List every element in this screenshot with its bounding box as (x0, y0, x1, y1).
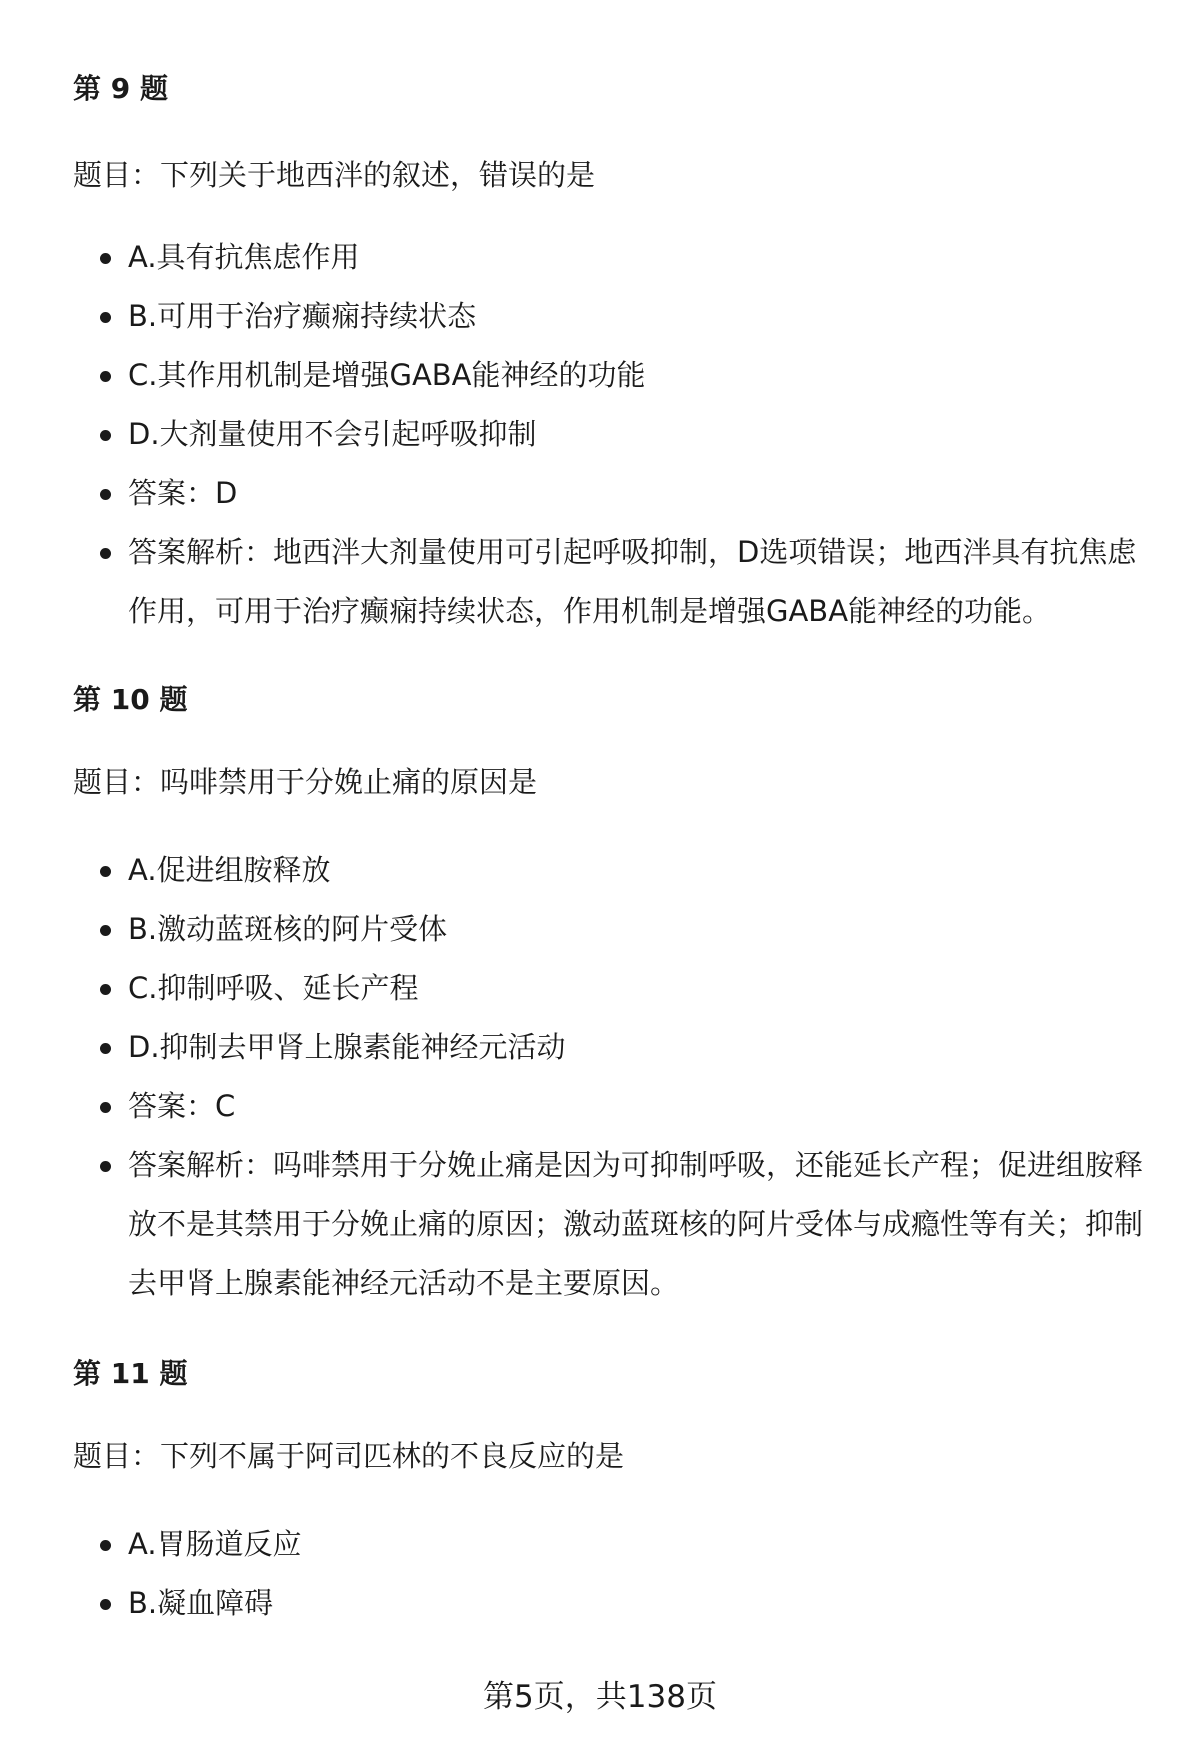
bullet-icon (100, 1043, 111, 1054)
bullet-icon (100, 1161, 111, 1172)
option-c: C.其作用机制是增强GABA能神经的功能 (73, 346, 1153, 405)
question-11 (73, 1345, 1153, 1633)
option-b: B.可用于治疗癫痫持续状态 (73, 287, 1153, 346)
option-b: B.凝血障碍 (73, 1574, 1153, 1633)
question-heading: 第 10 题 (73, 683, 188, 716)
question-10 (73, 671, 1153, 1313)
bullet-icon (100, 548, 111, 559)
answer-explanation: 答案解析：吗啡禁用于分娩止痛是因为可抑制呼吸，还能延长产程；促进组胺释放不是其禁用于分娩止痛的原因；激动蓝斑核的阿片受体与成瘾性等有关；抑制去甲肾上腺素能神经元活动不是主要原因。 (73, 1136, 1153, 1313)
question-9 (73, 60, 1153, 641)
option-c: C.抑制呼吸、延长产程 (73, 959, 1153, 1018)
option-list (73, 841, 1153, 1313)
option-d: D.抑制去甲肾上腺素能神经元活动 (73, 1018, 1153, 1077)
option-list (73, 1515, 1153, 1633)
page-number-footer: 第5页，共138页 (483, 1679, 717, 1715)
bullet-icon (100, 430, 111, 441)
option-d: D.大剂量使用不会引起呼吸抑制 (73, 405, 1153, 464)
option-list (73, 228, 1153, 641)
question-heading: 第 11 题 (73, 1357, 188, 1390)
document-page (73, 60, 1153, 1633)
option-b: B.激动蓝斑核的阿片受体 (73, 900, 1153, 959)
option-a: A.胃肠道反应 (73, 1515, 1153, 1574)
answer-explanation: 答案解析：地西泮大剂量使用可引起呼吸抑制，D选项错误；地西泮具有抗焦虑作用，可用于治疗癫痫持续状态，作用机制是增强GABA能神经的功能。 (73, 523, 1153, 641)
bullet-icon (100, 925, 111, 936)
bullet-icon (100, 312, 111, 323)
bullet-icon (100, 1599, 111, 1610)
answer: 答案：D (73, 464, 1153, 523)
answer: 答案：C (73, 1077, 1153, 1136)
bullet-icon (100, 253, 111, 264)
bullet-icon (100, 866, 111, 877)
question-stem: 题目：下列不属于阿司匹林的不良反应的是 (73, 1439, 625, 1473)
question-stem: 题目：下列关于地西泮的叙述，错误的是 (73, 158, 596, 192)
option-a: A.促进组胺释放 (73, 841, 1153, 900)
bullet-icon (100, 371, 111, 382)
option-a: A.具有抗焦虑作用 (73, 228, 1153, 287)
question-stem: 题目：吗啡禁用于分娩止痛的原因是 (73, 765, 538, 799)
bullet-icon (100, 489, 111, 500)
question-heading: 第 9 题 (73, 72, 168, 105)
bullet-icon (100, 1540, 111, 1551)
bullet-icon (100, 984, 111, 995)
bullet-icon (100, 1102, 111, 1113)
